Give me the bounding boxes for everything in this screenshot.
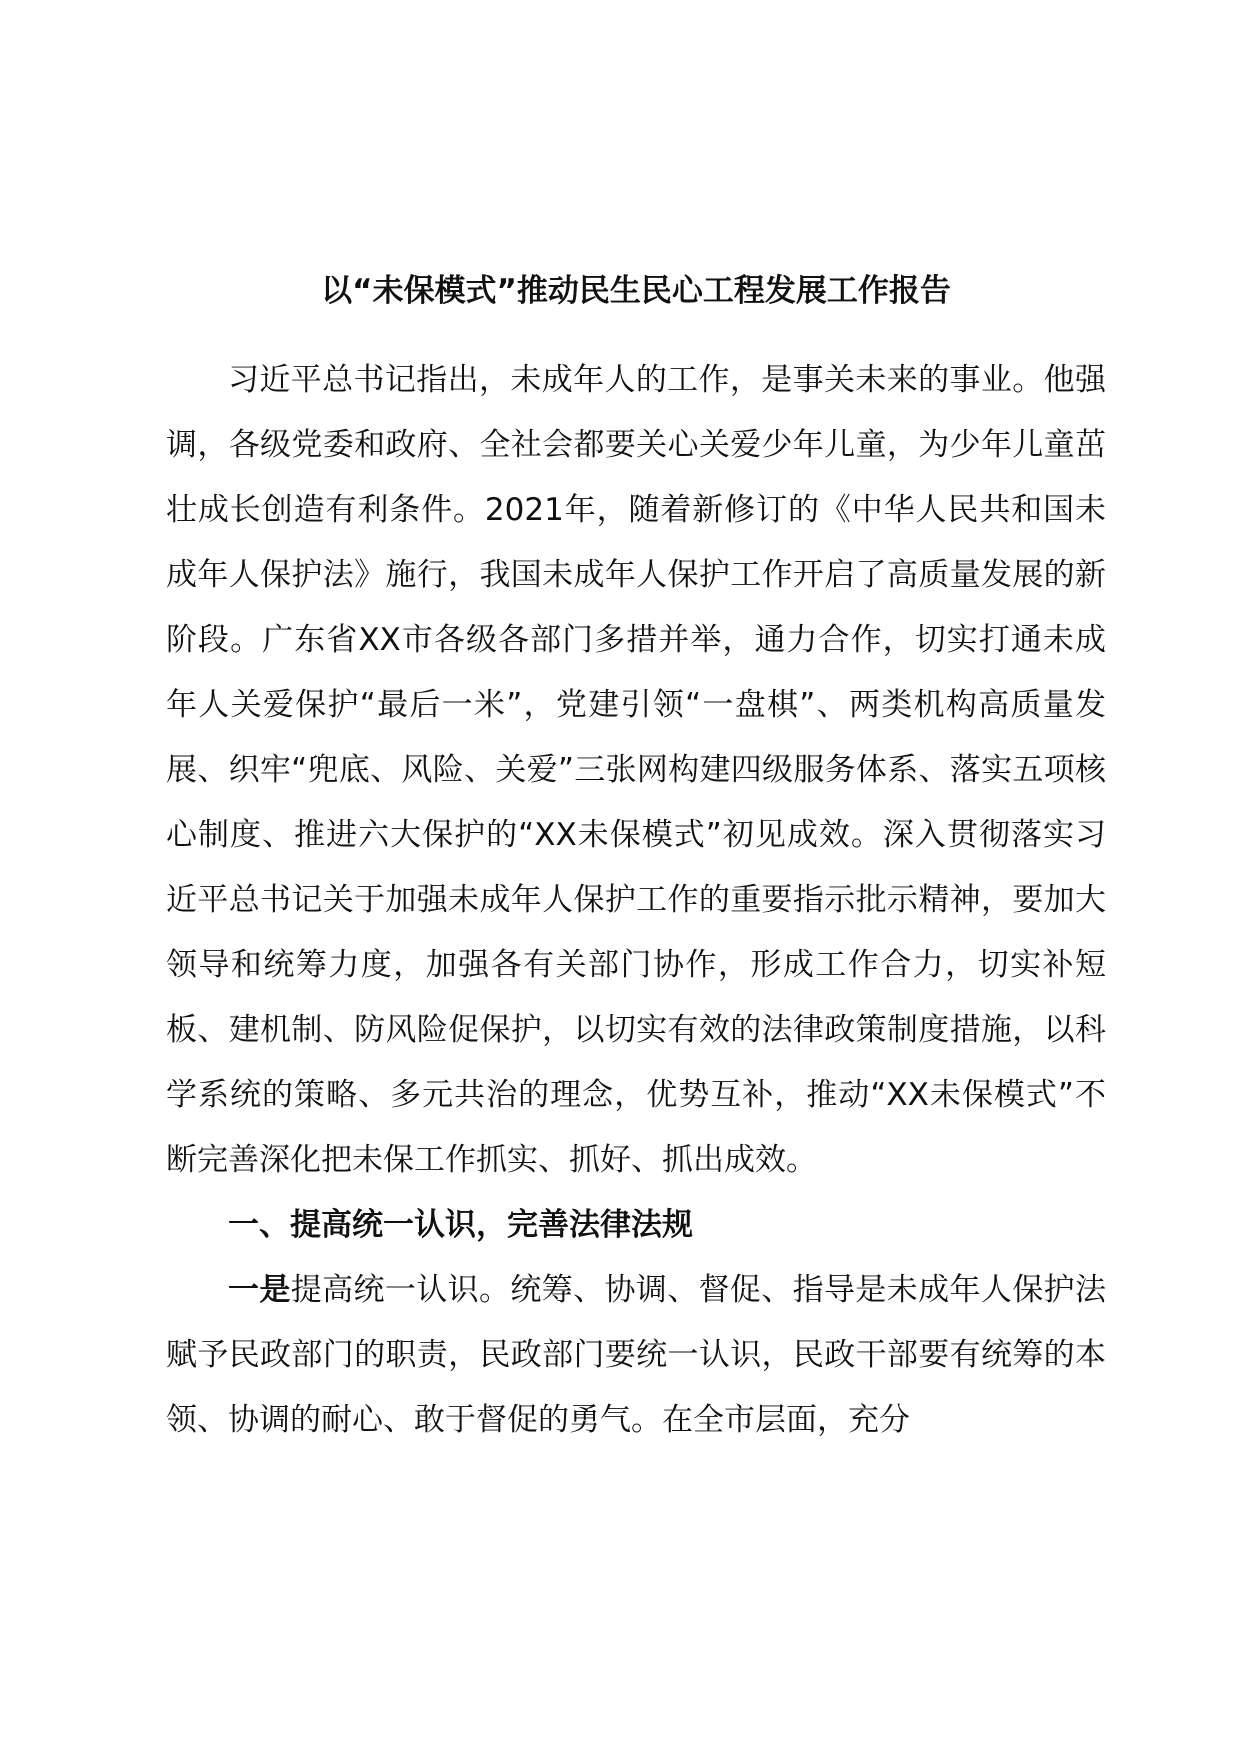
section-1-paragraph-1-body: 提高统一认识。统筹、协调、督促、指导是未成年人保护法赋予民政部门的职责，民政部门要统一认识，民政干部要有统筹的本领、协调的耐心、敢于督促的勇气。在全市层面，充分 bbox=[166, 1272, 1107, 1438]
section-1-heading: 一、提高统一认识，完善法律法规 bbox=[228, 1207, 693, 1243]
section-1-paragraph-1-lead: 一是 bbox=[228, 1272, 291, 1308]
section-1-paragraph-1 bbox=[166, 1258, 1106, 1453]
document-body bbox=[166, 270, 1106, 1453]
document-title: 以“未保模式”推动民生民心工程发展工作报告 bbox=[321, 273, 951, 309]
intro-paragraph: 习近平总书记指出，未成年人的工作，是事关未来的事业。他强调，各级党委和政府、全社会都要关心关爱少年儿童，为少年儿童茁壮成长创造有利条件。2021年，随着新修订的《中华人民共和国未成年人保护法》施行，我国未成年人保护工作开启了高质量发展的新阶段。广东省XX市各级各部门多措并举，通力合作，切实打通未成年人关爱保护“最后一米”，党建引领“一盘棋”、两类机构高质量发展、织牢“兜底、风险、关爱”三张网构建四级服务体系、落实五项核心制度、推进六大保护的“XX未保模式”初见成效。深入贯彻落实习近平总书记关于加强未成年人保护工作的重要指示批示精神，要加大领导和统筹力度，加强各有关部门协作，形成工作合力，切实补短板、建机制、防风险促保护，以切实有效的法律政策制度措施，以科学系统的策略、多元共治的理念，优势互补，推动“XX未保模式”不断完善深化把未保工作抓实、抓好、抓出成效。 bbox=[166, 362, 1106, 1178]
